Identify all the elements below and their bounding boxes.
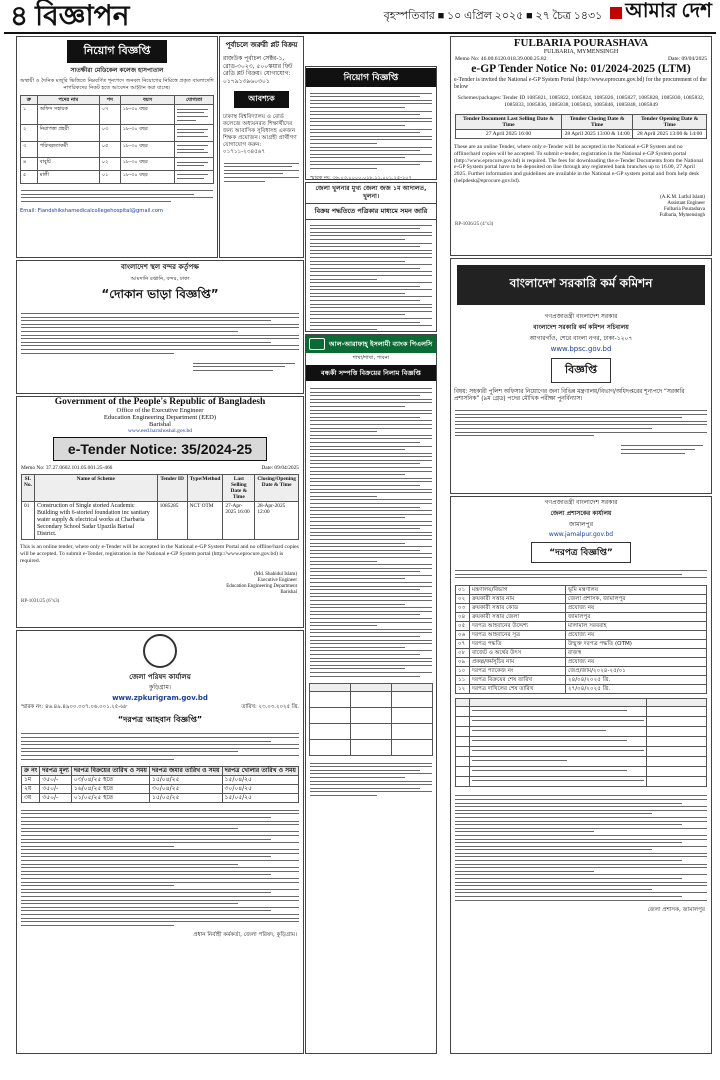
gov-seal-icon [143, 634, 177, 668]
ad-body: রাজউক পূর্বাচল সেক্টর-১, রোড-৩০২৩, ৫০০স্কয়ার ফিট রেডি প্লট বিক্রয়। যোগাযোগ: ০১৭৯১৩৯৬০৩০১ [223, 55, 293, 85]
table-row [456, 746, 707, 756]
ad-signature-block [189, 358, 299, 375]
ad-title: বন্ধকী সম্পত্তি বিক্রয়ের নিলাম বিজ্ঞপ্তি [306, 365, 436, 381]
ad-title: নিয়োগ বিজ্ঞপ্তি [306, 68, 436, 87]
ad-wanted-body: ঢাকাস্থ বিশ্ববিদ্যালয় ও বোর্ড কলেজে অধ্যয়নরত শিক্ষার্থীদের জন্য আবাসিক সুবিধাসহ একজন শিক্ষক প্রয়োজন। আগ্রহী প্রার্থীগণ যোগাযোগ করুন: ০১৭১১-২৩৪৫৬৭ [223, 114, 297, 155]
tender-dates-table: Tender Document Last Selling Date & Time Tender Closing Date & Time Tender Opening Date & Time 27 April 2025 16:00 28 April 2025 13:00 & 14:00 28 April 2025 13:00 & 14:00 [455, 114, 707, 139]
ad-body-text [220, 158, 303, 186]
ad-ref: স্মারক নং: ৪৬.৪৯.৪৯০০.০০৭.০৬.০০১.২৫-৬৮ [21, 703, 128, 710]
table-row [456, 776, 707, 786]
tender-table: SL No. Name of Scheme Tender ID Type/Method Last Selling Date & Time Closing/Opening Date & Time 01 Construction of Single storied Academic Building with 6-storied foundation inc sanitary water supply & electrical works at Charbaria Secondary School Sadar Upazila Barisal District. 1085285 NCT OTM 27-Apr-2025 16:00 28-Apr-2025 12:00 [21, 474, 299, 540]
tender-note: These are an online Tender, where only e-Tender will be accepted in the National e-GP System and no offline/hard copies will be accepted. To submit e-tender, registration in the National e-GP System portal (http://www.eprocure.gov.bd) is required. The fees for downloading the e-Tender Documents from the National e-GP System portal have to be deposited on line through any registered bank branches up to 16.00, 27 April 2025. Further information and guidelines are available in the National e-GP system portal and from help desk (helpdesk@eprocure.gov.bd). [454, 144, 704, 184]
table-row: ১১ দরপত্র বিক্রয়ের শেষ তারিখ ২৪/০৪/২০২৫ খ্রি. [456, 675, 707, 684]
table-row: ০৫ দরপত্র আহবানের উদ্দেশ্য মালামাল সরবরাহ [456, 621, 707, 630]
ad-rp-code: RP-1036/25 (4"x3) [455, 221, 494, 227]
issue-date: বৃহস্পতিবার ■ ১০ এপ্রিল ২০২৫ ■ ২৭ চৈত্র ১৪৩১ [383, 10, 603, 22]
ad-title: বিজ্ঞপ্তি [551, 358, 611, 383]
table-row [456, 716, 707, 726]
ad-bank-auction [305, 334, 437, 1054]
bpsc-subject: বিষয়: সহকারী পুলিশ অফিসার নিয়োগের জন্য বিভিন্ন মন্ত্রণালয়/বিভাগ/অধিদপ্তরের শূন্যপদে “সরকারি প্রশাসনিক” (৯ম গ্রেড) পদের মৌখিক পরীক্ষা পুনর্বিন্যাস। [454, 389, 685, 403]
ad-shop-rent [16, 260, 304, 394]
gov-website-link[interactable]: www.eed.barishoshal.gov.bd [127, 428, 193, 434]
ad-website-link[interactable]: www.jamalpur.gov.bd [548, 531, 614, 538]
ad-title: “দরপত্র আহবান বিজ্ঞপ্তি” [117, 714, 203, 724]
gov-line2: Office of the Executive Engineer [116, 407, 204, 414]
tender-memo: Memo No: 37.27.0602.101.05.001.25-466 [21, 465, 113, 471]
ad-body-text [306, 88, 436, 174]
tender-lot-table [455, 698, 707, 787]
ad-title: নিয়োগ বিজ্ঞপ্তি [67, 40, 167, 63]
newspaper-name [610, 0, 716, 32]
masthead-logo-icon [610, 7, 622, 19]
page-label: ৪ বিজ্ঞাপন [10, 1, 130, 32]
table-row: ০৪ ক্রয়কারী সত্তার জেলা জামালপুর [456, 612, 707, 621]
ad-body-text [451, 565, 711, 582]
ad-title: জেলা খুলনার মুখ্য জেলা জজ ১ম আদালত, খুলনা। [315, 185, 427, 200]
newspaper-masthead [4, 0, 716, 34]
ad-org: জেলা পরিষদ কার্যালয় [129, 673, 191, 681]
ad-fulbaria-tender [450, 36, 712, 256]
ad-subtitle: বিক্রয় পদ্ধতিতে পত্রিকার মাধ্যমে সমন জারি [306, 203, 436, 220]
ad-place: কুড়িগ্রাম। [149, 684, 171, 691]
table-row: ০৮ বাজেট ও অর্থের উৎস রাজস্ব [456, 648, 707, 657]
ad-court-summons [305, 182, 437, 332]
ad-wanted-title: আবশ্যক [234, 91, 289, 108]
table-row: ০৩ ক্রয়কারী সত্তার কোড প্রযোজ্য নয় [456, 603, 707, 612]
ad-recruitment-notice-2 [305, 66, 437, 180]
ad-jamalpur-tender [450, 496, 712, 1054]
signature-title: Assistant Engineer [667, 200, 705, 206]
table-row [310, 740, 433, 756]
ad-body-text [306, 758, 436, 801]
newspaper-name-text: আমার দেশ [625, 0, 712, 22]
signature-name: (Md. Shahidul Islam) [254, 572, 297, 578]
bpsc-org3: আগারগাঁও, শেরে বাংলা নগর, ঢাকা-১২০৭ [529, 335, 633, 342]
bank-header [306, 335, 436, 353]
table-row: ২ নিরাপত্তা প্রহরী ০৩ ১৮-৩০ বছর [21, 125, 214, 141]
table-row: ৫ মালী ০১ ১৮-৩০ বছর [21, 170, 214, 183]
table-row: 01 Construction of Single storied Academic Building with 6-storied foundation inc sanitary water supply & electrical works at Charbaria Secondary School Sadar Upazila Barisal District. 1085285 NCT OTM 27-Apr-2025 16:00 28-Apr-2025 12:00 [22, 502, 299, 540]
ad-body-text [451, 791, 711, 905]
table-row [456, 766, 707, 776]
table-row: ০২ ক্রয়কারী সত্তার নাম জেলা প্রশাসক, জামালপুর [456, 594, 707, 603]
table-row: ১ অফিস সহায়ক ০৭ ১৮-৩০ বছর [21, 105, 214, 125]
bpsc-website-link[interactable]: www.bpsc.gov.bd [550, 345, 612, 353]
ad-sub: আমদানি রপ্তানি, বন্দর, ঢাকা [130, 276, 190, 282]
table-row: ৩ পরিচ্ছন্নতাকর্মী ০৫ ১৮-৩০ বছর [21, 141, 214, 157]
ad-body-text [17, 308, 303, 358]
table-row: ১২ দরপত্র দাখিলের শেষ তারিখ ২৭/০৪/২০২৫ খ্রি. [456, 684, 707, 693]
ad-signature-block [617, 441, 707, 458]
ad-body-text [451, 405, 711, 440]
tender-place: FULBARIA, MYMENSINGH [543, 49, 619, 55]
ad-title: “দোকান ভাড়া বিজ্ঞপ্তি” [101, 287, 219, 302]
vacancy-table: ক্র পদের নাম পদ বয়স যোগ্যতা ১ অফিস সহায়ক ০৭ ১৮-৩০ বছর ২ নিরাপত্তা প্রহরী ০৩ ১৮-৩০ বছর ৩ পরিচ্ছন্নতাকর্মী ০৫ ১৮-৩০ বছর ৪ বাবুর্চি ০২ ১৮-৩০ বছর ৫ মালী ০১ ১৮-৩০ বছর [20, 95, 214, 183]
signature-place: Barishal [280, 590, 297, 596]
table-row: ০৯ প্রকল্প/কর্মসূচির নাম প্রযোজ্য নয় [456, 657, 707, 666]
tender-detail-table [455, 585, 707, 694]
ad-body-text [17, 729, 303, 764]
bank-branch: শাখা/শাখা, পাবনা [352, 355, 390, 361]
tender-title: e-Tender Notice: 35/2024-25 [53, 437, 267, 461]
table-row [310, 692, 433, 708]
ad-bpsc-notice [450, 258, 712, 494]
bank-logo-icon [309, 338, 325, 350]
signature-place: Fulbaria, Mymensingh [659, 212, 705, 218]
table-row [310, 724, 433, 740]
gov-line4: Barishal [149, 421, 171, 428]
table-row: 27 April 2025 16:00 28 April 2025 13:00 & 14:00 28 April 2025 13:00 & 14:00 [456, 130, 707, 139]
table-row: ১০ দরপত্র প্যাকেজ নং জেপ্র/জাম/২০২৪-২৫/০১ [456, 666, 707, 675]
ad-org1: গণপ্রজাতন্ত্রী বাংলাদেশ সরকার [544, 499, 618, 506]
gov-line1: Government of the People's Republic of Bangladesh [54, 397, 266, 407]
ad-title: পূর্বাচলে জরুরী প্লট বিক্রয় [225, 41, 298, 49]
tender-schemes: Schemes/packages: Tender ID 1085821, 1085822, 1085824, 1085826, 1085827, 1085828, 1085830, 1085832, 1085833, 1085836, 1085838, 1085843, 1085846, 1085848, 1085849 [457, 95, 705, 108]
tender-memo: Memo No: 46.00.6120.018.39.000.25.82 [455, 56, 547, 62]
ad-date: তারিখ: ২৩.০৩.২০২৫ খ্রি. [241, 703, 299, 710]
bpsc-org2: বাংলাদেশ সরকারি কর্ম কমিশন সচিবালয় [533, 324, 629, 331]
ad-body-text [17, 186, 217, 207]
tender-title: e-GP Tender Notice No: 01/2024-2025 (LTM) [471, 63, 691, 75]
bpsc-org1: গণপ্রজাতন্ত্রী বাংলাদেশ সরকার [544, 313, 618, 320]
ad-signature: প্রধান নির্বাহী কর্মকর্তা, জেলা পরিষদ, কুড়িগ্রাম। [193, 932, 297, 939]
ad-signature: জেলা প্রশাসক, জামালপুর [647, 907, 705, 914]
bank-name: আল-আরাফাহ্ ইসলামী ব্যাংক পিএলসি [329, 340, 433, 348]
table-row: ৩য় ৩৫০/- ০১/০৫/২৫ হতে ১৫/০৫/২৫ ১৫/০৫/২৫ [22, 794, 299, 803]
ad-title: “দরপত্র বিজ্ঞপ্তি” [531, 542, 631, 563]
tender-org: FULBARIA POURASHAVA [513, 37, 649, 49]
table-row [310, 708, 433, 724]
signature-name: (A.K.M. Lutful Islam) [660, 194, 705, 200]
tender-date: Date: 09/04/2025 [261, 465, 299, 471]
table-row: ১ম ৩৫০/- ০৩/০৪/২৫ হতে ১৫/০৪/২৫ ১৫/০৪/২৫ [22, 776, 299, 785]
ad-org2: জেলা প্রশাসকের কার্যালয় [550, 510, 612, 517]
table-row: ০৭ দরপত্র পদ্ধতি উন্মুক্ত দরপত্র পদ্ধতি (OTM) [456, 639, 707, 648]
signature-title: Executive Engineer [257, 578, 297, 584]
table-row [456, 726, 707, 736]
tender-date: Date: 09/04/2025 [668, 56, 707, 62]
ad-plot-sale [219, 36, 304, 258]
ad-org3: জামালপুর [568, 521, 594, 528]
gov-line3: Education Engineering Department (EED) [103, 414, 217, 421]
ad-website-link[interactable]: www.zpkurigram.gov.bd [112, 694, 208, 703]
table-row [456, 736, 707, 746]
tender-intro: e-Tender is invited the National e-GP System Portal (http://www.eprocure.gov.bd) for the procurement of the below [454, 77, 707, 90]
ad-eed-tender [16, 396, 304, 628]
table-row: ২য় ৩৫০/- ১৬/০৪/২৫ হতে ৩০/০৪/২৫ ৩০/০৪/২৫ [22, 785, 299, 794]
table-row [456, 706, 707, 716]
table-row [456, 756, 707, 766]
bpsc-banner: বাংলাদেশ সরকারি কর্ম কমিশন [457, 265, 705, 305]
ad-body-text [306, 383, 436, 681]
signature-org: Education Engineering Department [226, 584, 297, 590]
ad-intro: অস্থায়ী ও দৈনিক মজুরি ভিত্তিতে নিম্নবর্ণিত শূন্যপদে জনবল নিয়োগের নিমিত্তে প্রকৃত বাংলাদেশি নাগরিকদের নিকট হতে আবেদন আহ্বান করা যাচ্ছে। [20, 78, 214, 91]
tender-schedule-table: ক্র নং দরপত্র মূল্য দরপত্র বিক্রয়ের তারিখ ও সময় দরপত্র জমার তারিখ ও সময় দরপত্র খোলার তারিখ ও সময় ১ম ৩৫০/- ০৩/০৪/২৫ হতে ১৫/০৪/২৫ ১৫/০৪/২৫ ২য় ৩৫০/- ১৬/০৪/২৫ হতে ৩০/০৪/২৫ ৩০/০৪/২৫ ৩য় ৩৫০/- ০১/০৫/২৫ হতে ১৫/০৫/২৫ ১৫/০৫/২৫ [21, 766, 299, 803]
ad-kurigram-tender [16, 630, 304, 1054]
tender-note: This is an online tender, where only e-Tender will be accepted in the National e-GP System Portal and no offline/hard copies will be accepted. To submit e-Tender, registration in the National e-GP System portal (http://www.eprocure.gov.bd) is required. [20, 544, 299, 564]
ad-org: বাংলাদেশ স্থল বন্দর কর্তৃপক্ষ [121, 263, 199, 271]
signature-org: Fulbaria Pourashava [664, 206, 705, 212]
ad-org: সাতক্ষীরা মেডিকেল কলেজ হাসপাতাল [70, 67, 164, 74]
table-row: ০৬ দরপত্র আহবানের সূত্র প্রযোজ্য নয় [456, 630, 707, 639]
ad-body-text [17, 805, 303, 930]
ad-contact: Email: Fiandshikshamedicalcollegehospital@gmail.com [20, 208, 164, 215]
auction-schedule-table [309, 683, 433, 756]
table-row: ৪ বাবুর্চি ০২ ১৮-৩০ বছর [21, 157, 214, 170]
table-row: ০১ মন্ত্রণালয়/বিভাগ ভূমি মন্ত্রণালয় [456, 585, 707, 594]
ad-rp-code: RP-1031/25 (6"x3) [21, 599, 60, 605]
ad-body-text [306, 220, 436, 334]
ad-ref: স্মারক নং: ৩৬.০৩.০০০০.০১৮.১১.০০১.২৫-১০৭ [310, 174, 412, 181]
ad-recruitment-notice-1 [16, 36, 218, 258]
